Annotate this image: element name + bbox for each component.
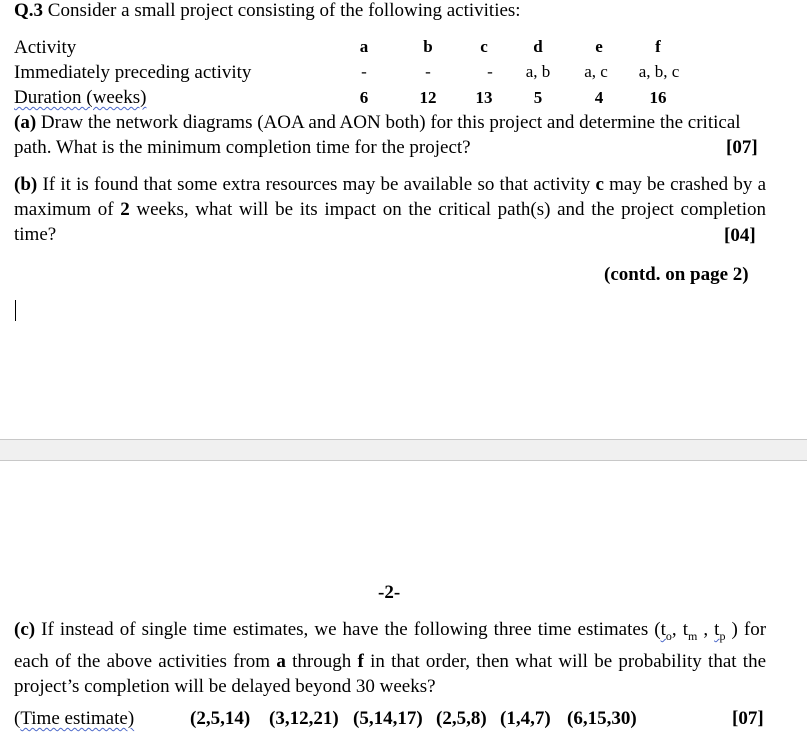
part-c-from: a [276,650,286,672]
duration-cell: 12 [419,88,437,107]
part-a-line1 [14,113,741,132]
activity-cell: b [423,37,433,56]
part-b-marks: [04] [724,225,756,246]
activity-cell: c [480,37,488,56]
page-break [0,439,807,461]
part-b-paragraph [14,172,766,247]
part-b-weeks: 2 [120,199,130,220]
part-c-label: (c) [14,619,36,640]
duration-cell: 16 [649,88,667,107]
row-label-duration [14,88,146,107]
activity-cell: d [533,37,543,56]
part-b-activity: c [595,174,604,195]
part-a-marks: [07] [726,137,758,158]
activity-cell: e [595,37,603,56]
question-heading [14,1,521,20]
predecessor-cell: a, b, c [638,62,680,81]
part-c-text-post: in that order, then what will be probability that the project’s completion will be delayed beyond 30 weeks? [14,650,767,697]
t-p: $t_p$ [714,619,726,643]
part-c-marks: [07] [732,708,764,729]
continued-note: (contd. on page 2) [604,264,749,285]
activity-cell: f [655,37,661,56]
predecessor-cell: - [361,62,367,81]
estimate: (1,4,7) [500,708,551,729]
page-number: -2- [378,582,401,603]
part-a-line2: path. What is the minimum completion time for the project? [14,137,471,158]
predecessor-cell: a, c [584,62,608,81]
part-c-paragraph: (c) If instead of single time estimates, we have the following three time estimates ($t_o$, $t_m$ , $t_p$ ) for each of the above activities from a through f in that order, then what will be probability that the project’s completion will be delayed beyond 30 weeks? [14,619,767,697]
row-label-activity: Activity [14,37,77,58]
duration-cell: 5 [533,88,543,107]
t-m: $t_m$ [682,619,698,643]
duration-cell: 6 [359,88,369,107]
estimate: (3,12,21) [269,708,339,729]
estimate: (2,5,14) [190,708,251,729]
part-c-text-pre: If instead of single time estimates, we have the following three time estimates ( [41,619,661,640]
part-b-text-pre: If it is found that some extra resources may be available so that activity [42,174,591,195]
part-b-text-post: weeks, what will be its impact on the critical path(s) and the project completion time? [14,199,766,245]
question-intro: Consider a small project consisting of the following activities: [47,0,521,21]
estimate: (6,15,30) [567,708,637,729]
part-c-to: f [357,650,364,672]
question-number: Q.3 [14,0,44,21]
text-cursor [15,300,16,321]
part-b-text-mid: may be crashed by a maximum of [14,174,767,220]
t-o-text: $t_o$ [660,619,672,643]
duration-cell: 4 [594,88,604,107]
predecessor-cell: a, b [525,62,551,81]
part-c-through: through [292,650,352,672]
estimate: (5,14,17) [353,708,423,729]
t-o [660,619,672,643]
part-b-label: (b) [14,174,38,195]
estimate: (2,5,8) [436,708,487,729]
estimates-label-text: Time estimate) [20,708,135,729]
duration-cell: 13 [475,88,493,107]
predecessor-cell: - [425,62,431,81]
duration-label-text: Duration (weeks) [14,87,147,108]
predecessor-cell: - [487,62,493,81]
row-label-predecessor: Immediately preceding activity [14,62,252,83]
estimates-label: (Time estimate) [14,708,135,729]
part-c-text-mid: for each of the above activities from [14,619,767,672]
activity-cell: a [359,37,369,56]
part-a-label: (a) [14,112,37,133]
part-a-text-1: Draw the network diagrams (AOA and AON both) for this project and determine the critical [40,112,741,133]
